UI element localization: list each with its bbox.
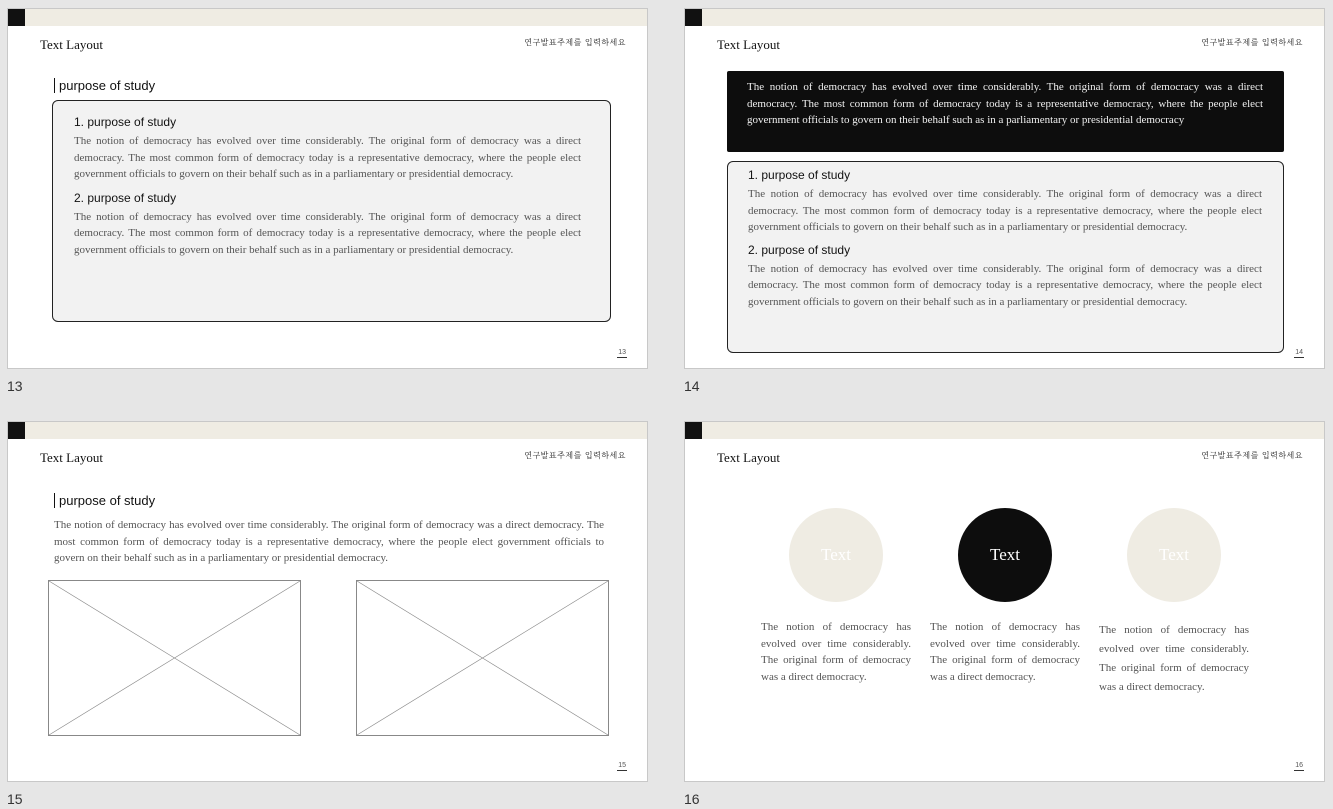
page-number: 16 [1295, 762, 1303, 769]
content-item [74, 115, 581, 183]
slide-corner-square [685, 422, 702, 439]
highlight-box [727, 71, 1284, 152]
slide-corner-square [8, 9, 25, 26]
slide-thumbnail-16[interactable] [684, 421, 1325, 782]
slide-subtitle: 연구발표주제를 입력하세요 [524, 38, 626, 47]
placeholder-cross-icon [357, 581, 608, 735]
item-text: The notion of democracy has evolved over time considerably. The original form of democracy was a direct democracy. The most common form of democracy today is a representative democracy, where the people elect government officials to govern on their behalf such as in a parliamentary or presidential democracy. [748, 262, 1262, 308]
placeholder-cross-icon [49, 581, 300, 735]
item-text: The notion of democracy has evolved over time considerably. The original form of democracy was a direct democracy. The most common form of democracy today is a representative democracy, where the people elect government officials to govern on their behalf such as in a parliamentary or presidential democracy. [74, 135, 581, 181]
image-placeholder[interactable] [356, 580, 609, 736]
image-placeholder[interactable] [48, 580, 301, 736]
content-item [74, 191, 581, 259]
paragraph-text: The notion of democracy has evolved over time considerably. The original form of democracy was a direct democracy. The most common form of democracy today is a representative democracy, where the people elect government officials to govern on their behalf such as in a parliamentary or presidential democracy. [54, 519, 604, 565]
slide-subtitle: 연구발표주제를 입력하세요 [1201, 451, 1303, 460]
slide-number-label: 14 [684, 378, 700, 394]
section-heading: purpose of study [54, 78, 155, 93]
slide-thumbnail-13[interactable] [7, 8, 648, 369]
slide-subtitle: 연구발표주제를 입력하세요 [524, 451, 626, 460]
item-text: The notion of democracy has evolved over time considerably. The original form of democracy was a direct democracy. The most common form of democracy today is a representative democracy, where the people elect government officials to govern on their behalf such as in a parliamentary or presidential democracy. [74, 210, 581, 256]
item-text: The notion of democracy has evolved over time considerably. The original form of democracy was a direct democracy. The most common form of democracy today is a representative democracy, where the people elect government officials to govern on their behalf such as in a parliamentary or presidential democracy. [748, 188, 1262, 234]
slide-title: Text Layout [40, 37, 103, 52]
item-heading: 1. purpose of study [74, 115, 177, 129]
slide-title: Text Layout [717, 37, 780, 52]
slide-thumbnail-15[interactable] [7, 421, 648, 782]
slide-title: Text Layout [40, 450, 103, 465]
text-circle: Text [789, 508, 883, 602]
content-box [52, 100, 611, 322]
column-text: The notion of democracy has evolved over time considerably. The original form of democracy was a direct democracy. [761, 621, 911, 683]
page-number: 15 [618, 762, 626, 769]
column-text: The notion of democracy has evolved over time considerably. The original form of democracy was a direct democracy. [1099, 624, 1249, 693]
text-circle-highlighted: Text [958, 508, 1052, 602]
slide-title: Text Layout [717, 450, 780, 465]
slide-corner-square [8, 422, 25, 439]
slide-top-bar [685, 9, 1324, 26]
slide-subtitle: 연구발표주제를 입력하세요 [1201, 38, 1303, 47]
content-box [727, 161, 1284, 353]
slide-top-bar [8, 422, 647, 439]
item-heading: 2. purpose of study [748, 242, 851, 257]
text-circle: Text [1127, 508, 1221, 602]
slide-number-label: 16 [684, 791, 700, 807]
column-text: The notion of democracy has evolved over time considerably. The original form of democracy was a direct democracy. [930, 621, 1080, 683]
highlight-text: The notion of democracy has evolved over time considerably. The original form of democracy was a direct democracy. The most common form of democracy today is a representative democracy, where the people elect government officials to govern on their behalf such as in a parliamentary or presidential democracy [747, 81, 1263, 127]
slide-top-bar [685, 422, 1324, 439]
page-number: 13 [618, 349, 626, 356]
slide-corner-square [685, 9, 702, 26]
item-heading: 1. purpose of study [748, 168, 851, 182]
page-number: 14 [1295, 349, 1303, 356]
section-heading: purpose of study [54, 493, 155, 508]
slide-top-bar [8, 9, 647, 26]
content-item [748, 243, 1262, 311]
content-item [748, 168, 1262, 236]
item-heading: 2. purpose of study [74, 190, 177, 205]
slide-number-label: 15 [7, 791, 23, 807]
slide-number-label: 13 [7, 378, 23, 394]
slide-thumbnail-14[interactable] [684, 8, 1325, 369]
